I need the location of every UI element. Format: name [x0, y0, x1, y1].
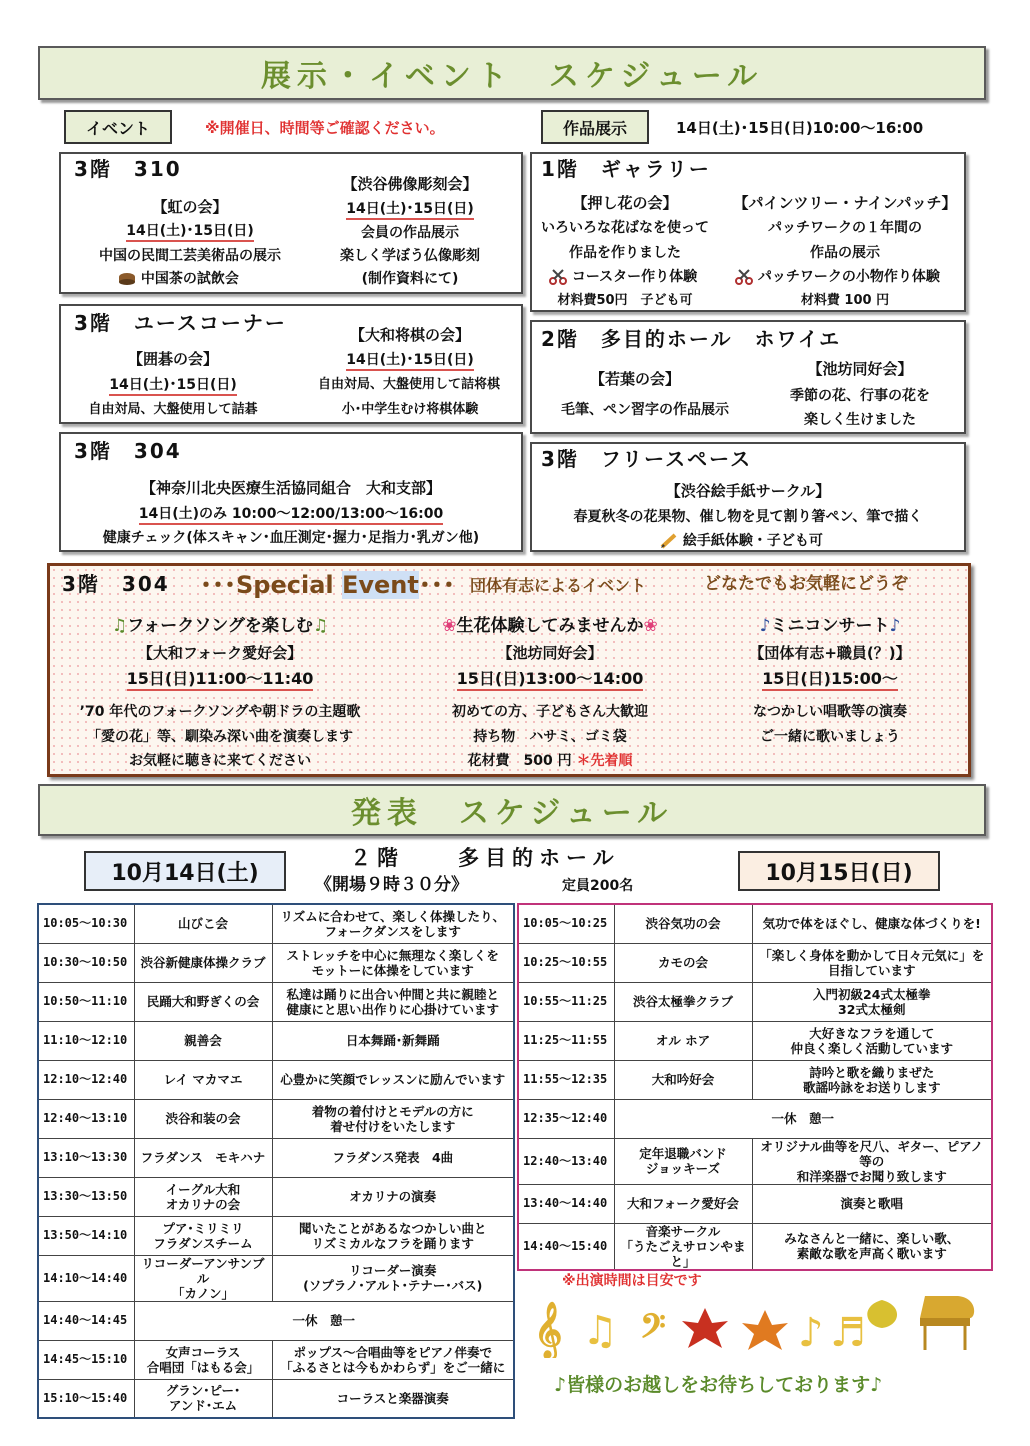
ikebana-title-row	[400, 615, 700, 637]
table-row	[38, 1021, 514, 1060]
group-name-cell: 渋谷新健康体操クラブ	[134, 943, 272, 982]
description-cell: 詩吟と歌を織りまぜた 歌謡吟詠をお送りします	[752, 1060, 992, 1099]
scissors-icon	[549, 269, 567, 285]
concert-time-wrap	[700, 670, 960, 688]
table-row	[38, 1255, 514, 1301]
exhibit-banner	[38, 46, 986, 100]
time-cell: 10:55～11:25	[518, 982, 614, 1021]
performance-banner	[38, 784, 986, 836]
time-note: ※出演時間は目安です	[562, 1273, 702, 1289]
music-note-icon	[798, 1310, 824, 1356]
niji-date-wrap	[110, 222, 270, 240]
niji-extra: 中国茶の試飲会	[140, 271, 239, 287]
description-cell: コーラスと楽器演奏	[272, 1379, 514, 1418]
description-cell: 心豊かに笑顔でレッスンに励んでいます	[272, 1060, 514, 1099]
butsuzo-desc3: (制作資料にて)	[361, 271, 459, 287]
table-row	[38, 1099, 514, 1138]
time-cell: 12:40～13:10	[38, 1099, 134, 1138]
ikebana-time: 15日(日)13:00～14:00	[457, 669, 644, 691]
scissors-icon	[735, 269, 753, 285]
butsuzo-desc2: 楽しく学ぼう仏像彫刻	[340, 248, 480, 264]
butsuzo-group: 【渋谷佛像彫刻会】	[342, 175, 478, 193]
ikenobo-foyer-desc2: 楽しく生けました	[804, 412, 916, 428]
special-title-event: Event	[341, 571, 419, 599]
description-cell: ストレッチを中心に無理なく楽しくを モットーに体操をしています	[272, 943, 514, 982]
niji-desc: 中国の民間工芸美術品の展示	[99, 248, 281, 264]
flower-icon: ❀	[643, 616, 658, 636]
time-cell: 14:10～14:40	[38, 1255, 134, 1301]
special-subtitle: 団体有志によるイベント	[470, 576, 647, 595]
youth-corner-title: 3階 ユースコーナー	[74, 311, 287, 335]
oshibana-extra: コースター作り体験	[571, 269, 698, 285]
time-cell: 10:30～10:50	[38, 943, 134, 982]
table-row	[38, 982, 514, 1021]
table-row	[38, 1301, 514, 1340]
hall-open: 《開場９時３０分》	[315, 875, 468, 895]
folk-line-3: お気軽に聴きに来てください	[129, 753, 311, 769]
time-cell: 13:30～13:50	[38, 1177, 134, 1216]
iryo-date-wrap	[59, 505, 523, 523]
iryo-date: 14日(土)のみ 10:00～12:00/13:00～16:00	[139, 506, 444, 525]
table-row	[518, 1184, 992, 1223]
hall-capacity: 定員200名	[562, 878, 634, 894]
description-cell: 着物の着付けとモデルの方に 着せ付けをいたします	[272, 1099, 514, 1138]
group-name-cell: 女声コーラス 合唱団「はもる会」	[134, 1340, 272, 1379]
room-304-title: 3階 304	[74, 439, 182, 463]
time-cell: 10:25～10:55	[518, 943, 614, 982]
patch-desc: パッチワークの１年間の	[768, 220, 922, 236]
svg-text:♪: ♪	[798, 1310, 824, 1356]
time-cell: 12:35～12:40	[518, 1099, 614, 1138]
gallery-title: 1階 ギャラリー	[541, 157, 711, 181]
time-cell: 14:40～14:45	[38, 1301, 134, 1340]
description-cell: 気功で体をほぐし、健康な体づくりを!	[752, 904, 992, 943]
igo-desc: 自由対局、大盤使用して詰碁	[88, 402, 258, 417]
concert-title-row	[700, 615, 960, 637]
patch-extra-row	[735, 268, 940, 286]
patch-desc2: 作品の展示	[810, 245, 880, 261]
day1-label: 10月14日(土)	[84, 851, 286, 891]
closing-message: ♪皆様のお越しをお待ちしております♪	[554, 1374, 883, 1396]
ikebana-note: ＊先着順	[576, 753, 633, 769]
shogi-desc: 自由対局、大盤使用して詰将棋	[317, 377, 500, 392]
description-cell: 大好きなフラを通して 仲良く楽しく活動しています	[752, 1021, 992, 1060]
description-cell: リコーダー演奏 (ソプラノ･アルト･テナー･バス)	[272, 1255, 514, 1301]
ikebana-group: 【池坊同好会】	[497, 644, 603, 662]
etegami-desc: 春夏秋冬の花果物、催し物を見て割り箸ペン、筆で描く	[573, 509, 923, 525]
music-note-icon: ♪	[759, 616, 771, 636]
group-name-cell: リコーダーアンサンブル 「カノン」	[134, 1255, 272, 1301]
group-name-cell: 親善会	[134, 1021, 272, 1060]
niji-date: 14日(土)･15日(日)	[126, 223, 254, 242]
description-cell: 私達は踊りに出合い仲間と共に親睦と 健康にと思い出作りに心掛けています	[272, 982, 514, 1021]
table-row	[518, 1138, 992, 1184]
folk-time-wrap	[70, 670, 370, 688]
time-cell: 15:10～15:40	[38, 1379, 134, 1418]
time-cell: 12:10～12:40	[38, 1060, 134, 1099]
description-cell: オカリナの演奏	[272, 1177, 514, 1216]
igo-date-wrap	[88, 376, 258, 394]
time-cell: 14:45～15:10	[38, 1340, 134, 1379]
description-cell: 聞いたことがあるなつかしい曲と リズミカルなフラを踊ります	[272, 1216, 514, 1255]
table-row	[518, 943, 992, 982]
music-note-icon: ♪	[889, 616, 901, 636]
group-name-cell: オル ホア	[614, 1021, 752, 1060]
group-name-cell: イーグル大和 オカリナの会	[134, 1177, 272, 1216]
table-row	[518, 982, 992, 1021]
time-cell: 10:50～11:10	[38, 982, 134, 1021]
tea-cup-icon	[118, 272, 136, 286]
folk-time: 15日(日)11:00～11:40	[127, 669, 314, 691]
day1-schedule-table	[37, 903, 515, 1419]
description-cell: リズムに合わせて、楽しく体操したり、 フォークダンスをします	[272, 904, 514, 943]
room-310-title: 3階 310	[74, 157, 182, 181]
svg-text:♬: ♬	[830, 1310, 866, 1356]
folk-group: 【大和フォーク愛好会】	[137, 644, 303, 662]
table-row	[38, 1060, 514, 1099]
butsuzo-desc: 会員の作品展示	[361, 225, 459, 241]
igo-date: 14日(土)･15日(日)	[109, 377, 237, 396]
group-name-cell: 大和フォーク愛好会	[614, 1184, 752, 1223]
time-cell: 13:10～13:30	[38, 1138, 134, 1177]
oshibana-fee: 材料費50円 子ども可	[557, 293, 693, 308]
treble-clef-icon	[534, 1302, 562, 1358]
break-cell: 一休 憩一	[614, 1099, 992, 1138]
table-row	[38, 904, 514, 943]
special-title-pre: ･･･Special	[200, 571, 342, 599]
time-cell: 13:40～14:40	[518, 1184, 614, 1223]
description-cell: 日本舞踊･新舞踊	[272, 1021, 514, 1060]
etegami-group: 【渋谷絵手紙サークル】	[665, 482, 831, 500]
music-note-icon	[830, 1310, 866, 1356]
performance-banner-title: 発表 スケジュール	[350, 796, 674, 831]
table-row	[38, 1216, 514, 1255]
description-cell: 「楽しく身体を動かして日々元気に」を 目指しています	[752, 943, 992, 982]
music-note-icon: ♫	[312, 616, 329, 636]
concert-time: 15日(日)15:00～	[762, 669, 898, 691]
butsuzo-date-wrap	[320, 200, 500, 218]
event-label: イベント	[64, 110, 172, 144]
maple-leaf-icon	[742, 1310, 788, 1350]
works-label: 作品展示	[541, 110, 649, 144]
iryo-group: 【神奈川北央医療生活協同組合 大和支部】	[140, 479, 441, 497]
group-name-cell: レイ マカマエ	[134, 1060, 272, 1099]
table-row	[518, 1060, 992, 1099]
niji-group: 【虹の会】	[152, 198, 228, 216]
group-name-cell: プア･ミリミリ フラダンスチーム	[134, 1216, 272, 1255]
shogi-desc2: 小･中学生むけ将棋体験	[341, 402, 479, 417]
shogi-group: 【大和将棋の会】	[349, 326, 470, 344]
shogi-date: 14日(土)･15日(日)	[346, 352, 474, 371]
exhibit-banner-title: 展示・イベント スケジュール	[260, 59, 764, 94]
description-cell: フラダンス発表 4曲	[272, 1138, 514, 1177]
time-cell: 11:25～11:55	[518, 1021, 614, 1060]
time-cell: 13:50～14:10	[38, 1216, 134, 1255]
group-name-cell: 山びこ会	[134, 904, 272, 943]
time-cell: 11:10～12:10	[38, 1021, 134, 1060]
ikebana-line-3-row	[400, 752, 700, 770]
music-note-icon: ♫	[111, 616, 128, 636]
concert-group: 【団体有志+職員(？)】	[749, 644, 911, 662]
folk-title-row	[70, 615, 370, 637]
patch-group: 【パインツリー・ナインパッチ】	[733, 194, 957, 212]
ikebana-line-3: 花材費 500 円	[467, 753, 572, 769]
special-title-post: ･･･	[418, 571, 455, 599]
table-row	[518, 1223, 992, 1270]
oshibana-desc: いろいろな花ばなを使って	[541, 220, 709, 236]
works-dates: 14日(土)･15日(日)10:00～16:00	[676, 119, 924, 137]
group-name-cell: 渋谷気功の会	[614, 904, 752, 943]
group-name-cell: カモの会	[614, 943, 752, 982]
table-row	[38, 943, 514, 982]
group-name-cell: 民踊大和野ぎくの会	[134, 982, 272, 1021]
svg-text:𝄢: 𝄢	[640, 1308, 666, 1354]
svg-text:𝄞: 𝄞	[534, 1302, 563, 1358]
concert-line-1: なつかしい唱歌等の演奏	[753, 704, 907, 720]
special-room: 3階 304	[62, 572, 170, 596]
wakaba-group: 【若葉の会】	[589, 370, 680, 388]
time-cell: 12:40～13:40	[518, 1138, 614, 1184]
table-row	[518, 1099, 992, 1138]
concert-title: ミニコンサート	[770, 616, 890, 636]
wakaba-desc: 毛筆、ペン習字の作品展示	[561, 402, 729, 418]
ikebana-time-wrap	[400, 670, 700, 688]
table-row	[38, 1379, 514, 1418]
description-cell: オリジナル曲等を尺八、ギター、ピアノ等の 和洋楽器でお聞り致します	[752, 1138, 992, 1184]
music-decoration	[530, 1288, 980, 1358]
free-space-title: 3階 フリースペース	[541, 447, 753, 471]
table-row	[38, 1177, 514, 1216]
ikenobo-foyer-desc: 季節の花、行事の花を	[790, 388, 930, 404]
description-cell: ポップス～合唱曲等をピアノ伴奏で 「ふるさとは今もかわらず」をご一緒に	[272, 1340, 514, 1379]
break-cell: 一休 憩一	[134, 1301, 514, 1340]
oshibana-group: 【押し花の会】	[572, 194, 678, 212]
ikenobo-foyer-group: 【池坊同好会】	[807, 360, 913, 378]
flower-icon: ❀	[442, 616, 457, 636]
ikebana-line-1: 初めての方、子どもさん大歓迎	[452, 704, 648, 720]
day2-label: 10月15日(日)	[738, 851, 940, 891]
time-cell: 14:40～15:40	[518, 1223, 614, 1270]
butsuzo-date: 14日(土)･15日(日)	[346, 201, 474, 220]
time-cell: 10:05～10:30	[38, 904, 134, 943]
table-row	[518, 1021, 992, 1060]
eighth-note-icon	[582, 1308, 618, 1354]
concert-line-2: ご一緒に歌いましょう	[760, 729, 900, 745]
group-name-cell: 渋谷太極拳クラブ	[614, 982, 752, 1021]
foyer-title: 2階 多目的ホール ホワイエ	[541, 327, 842, 351]
ginkgo-leaf-icon	[867, 1300, 897, 1350]
piano-icon	[920, 1296, 974, 1350]
iryo-desc: 健康チェック(体スキャン･血圧測定･握力･足指力･乳ガン他)	[102, 530, 480, 546]
group-name-cell: 定年退職バンド ジョッキーズ	[614, 1138, 752, 1184]
shogi-date-wrap	[315, 351, 505, 369]
table-row	[38, 1138, 514, 1177]
igo-group: 【囲碁の会】	[127, 350, 218, 368]
special-tagline: どなたでもお気軽にどうぞ	[704, 574, 908, 594]
folk-line-1: ’70 年代のフォークソングや朝ドラの主題歌	[79, 704, 361, 720]
description-cell: 演奏と歌唱	[752, 1184, 992, 1223]
hall-title: ２階 多目的ホール	[350, 846, 620, 870]
folk-line-2: 「愛の花」等、馴染み深い曲を演奏します	[87, 729, 353, 745]
pencil-icon	[660, 533, 678, 549]
event-notice: ※開催日、時間等ご確認ください。	[205, 119, 445, 137]
group-name-cell: 渋谷和装の会	[134, 1099, 272, 1138]
group-name-cell: グラン･ピー･ アンド･エム	[134, 1379, 272, 1418]
group-name-cell: フラダンス モキハナ	[134, 1138, 272, 1177]
svg-text:♫: ♫	[582, 1308, 618, 1354]
bass-clef-icon	[640, 1308, 666, 1354]
table-row	[518, 904, 992, 943]
ikebana-title: 生花体験してみませんか	[456, 616, 644, 636]
ikebana-line-2: 持ち物 ハサミ、ゴミ袋	[473, 729, 627, 745]
oshibana-desc2: 作品を作りました	[569, 245, 681, 261]
description-cell: みなさんと一緒に、楽しい歌、 素敵な歌を声高く歌います	[752, 1223, 992, 1270]
special-title	[200, 570, 455, 600]
table-row	[38, 1340, 514, 1379]
day2-schedule-table	[517, 903, 993, 1271]
etegami-extra-row	[660, 532, 823, 550]
maple-leaf-icon	[682, 1308, 728, 1348]
oshibana-extra-row	[549, 268, 697, 286]
time-cell: 10:05～10:25	[518, 904, 614, 943]
description-cell: 入門初級24式太極拳 32式太極剣	[752, 982, 992, 1021]
group-name-cell: 大和吟好会	[614, 1060, 752, 1099]
folk-title: フォークソングを楽しむ	[127, 616, 313, 636]
group-name-cell: 音楽サークル 「うたごえサロンやまと」	[614, 1223, 752, 1270]
patch-extra: パッチワークの小物作り体験	[757, 269, 940, 285]
niji-extra-row	[118, 270, 239, 288]
patch-fee: 材料費 100 円	[800, 293, 890, 308]
time-cell: 11:55～12:35	[518, 1060, 614, 1099]
etegami-extra: 絵手紙体験・子ども可	[682, 533, 823, 549]
